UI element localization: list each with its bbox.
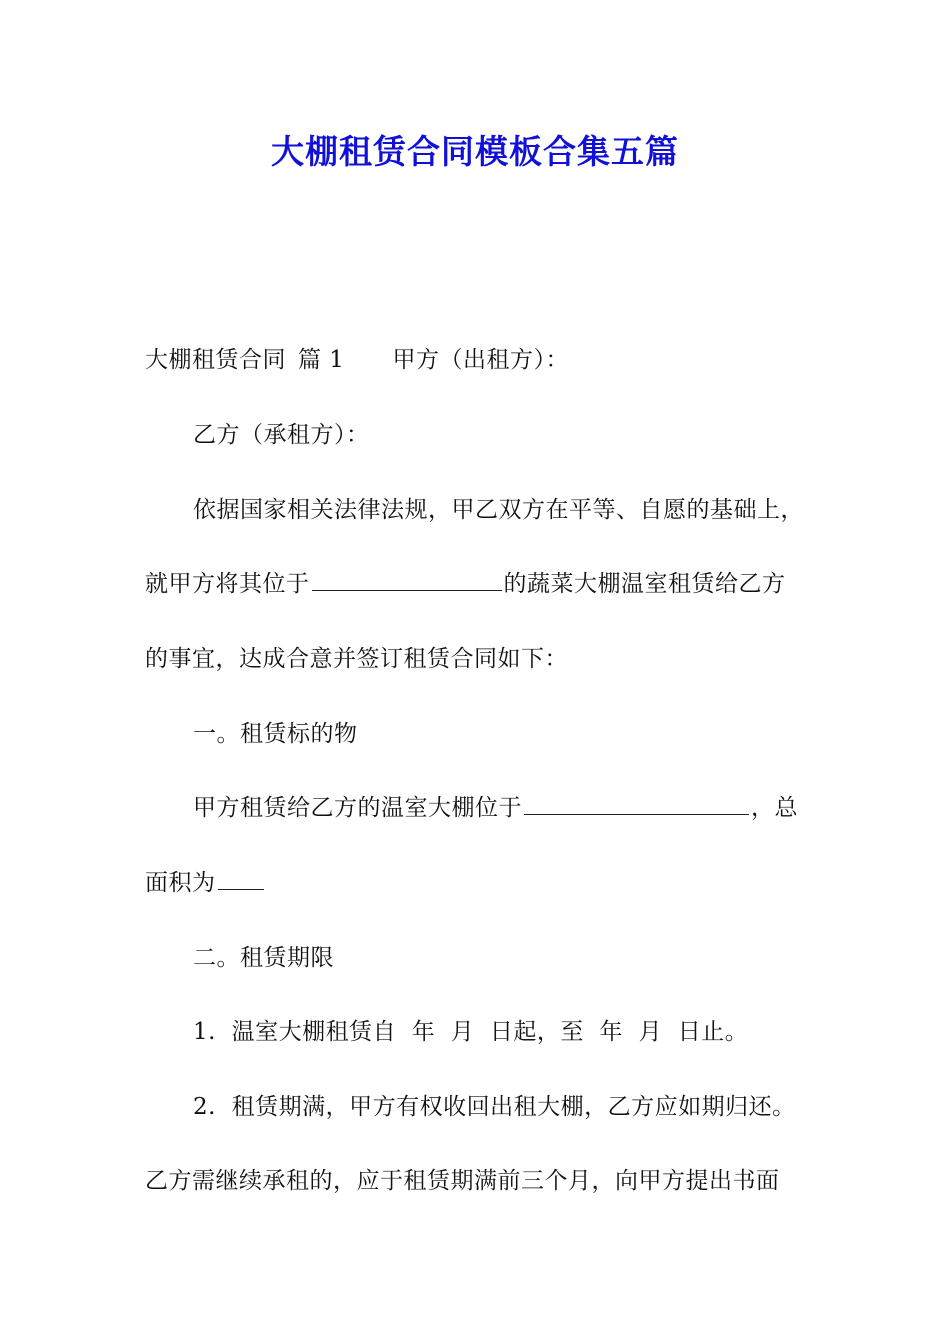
party-a-label: 甲方（出租方）： [392, 347, 569, 373]
document-title: 大棚租赁合同模板合集五篇 [271, 132, 679, 171]
section-1-line-1-text: 甲方租赁给乙方的温室大棚位于 [193, 795, 522, 821]
party-b-label: 乙方（承租方）： [193, 422, 370, 448]
contract-heading-line [145, 342, 825, 378]
area-blank [218, 867, 264, 890]
section-2-heading: 二。租赁期限 [193, 945, 334, 971]
area-label: 面积为 [145, 870, 216, 896]
article-number: 篇 1 [298, 347, 345, 373]
section-2-item-2: 2. 租赁期满，甲方有权收回出租大棚，乙方应如期归还。 [193, 1094, 796, 1120]
article-label: 大棚租赁合同 [145, 347, 286, 373]
preamble-line-2 [145, 566, 825, 602]
section-1-line-1-tail: ，总 [751, 795, 798, 821]
preamble-line-3: 的事宜，达成合意并签订租赁合同如下： [145, 646, 568, 672]
location-blank [312, 568, 502, 591]
section-2-item-2-continued: 乙方需继续承租的，应于租赁期满前三个月，向甲方提出书面 [145, 1168, 780, 1194]
preamble-line-2-tail: 的蔬菜大棚温室租赁给乙方 [503, 571, 786, 597]
section-1-line-1 [193, 790, 873, 826]
section-1-line-2 [145, 865, 825, 901]
preamble-line-1: 依据国家相关法律法规，甲乙双方在平等、自愿的基础上， [193, 497, 804, 523]
preamble-line-2-text: 就甲方将其位于 [145, 571, 310, 597]
greenhouse-location-blank [524, 792, 749, 815]
section-1-heading: 一。租赁标的物 [193, 721, 358, 747]
section-2-item-1: 1. 温室大棚租赁自 年 月 日起，至 年 月 日止。 [193, 1019, 749, 1045]
